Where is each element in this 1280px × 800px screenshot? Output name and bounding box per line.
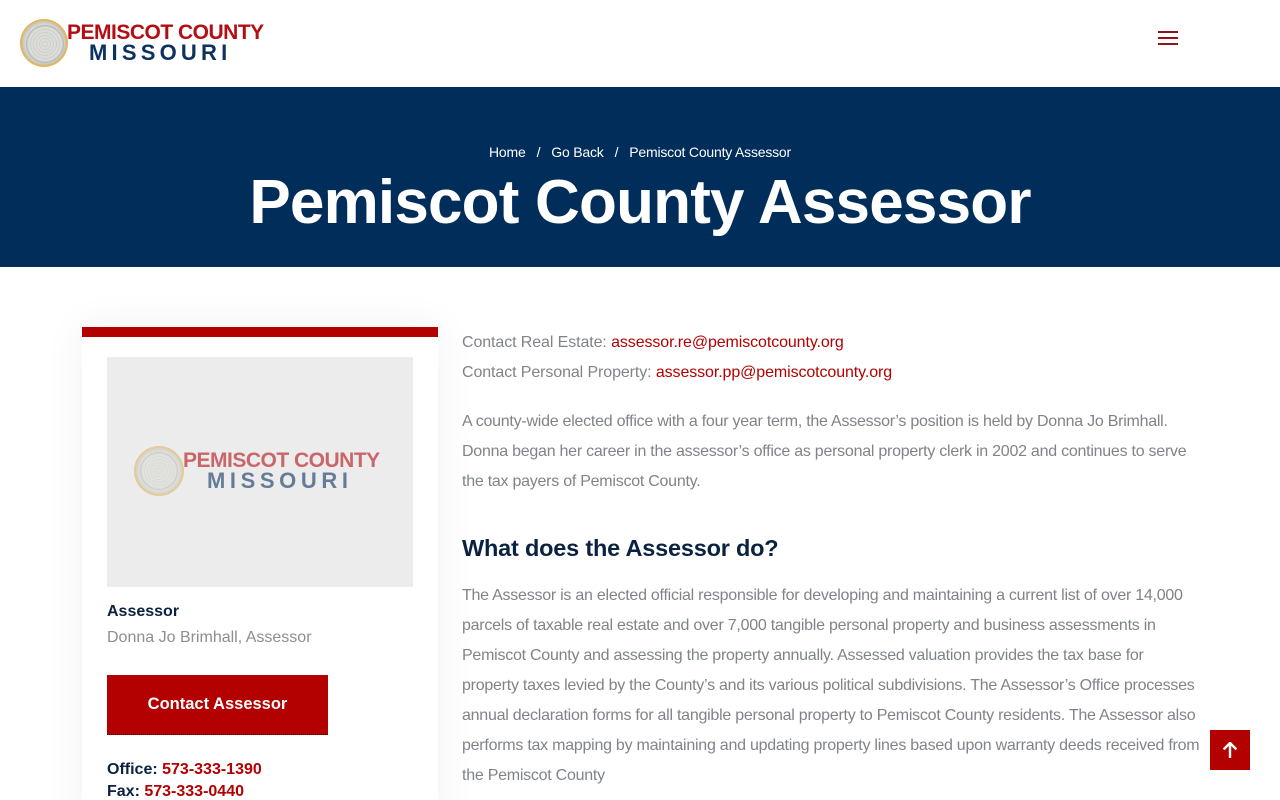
county-seal-icon <box>20 19 68 67</box>
breadcrumb-separator: / <box>536 144 541 160</box>
menu-bar <box>1158 37 1178 39</box>
breadcrumb-go-back[interactable]: Go Back <box>551 144 604 160</box>
placeholder-logo-line1: PEMISCOT COUNTY <box>183 449 380 472</box>
section-heading: What does the Assessor do? <box>462 535 779 561</box>
arrow-up-icon <box>1223 742 1237 758</box>
official-photo-placeholder <box>107 357 413 587</box>
page-title: Pemiscot County Assessor <box>249 168 1031 237</box>
fax-row <box>107 783 244 800</box>
real-estate-email-link[interactable]: assessor.re@pemiscotcounty.org <box>611 334 844 351</box>
breadcrumb-separator: / <box>614 144 619 160</box>
personal-property-email-link[interactable]: assessor.pp@pemiscotcounty.org <box>655 364 893 381</box>
office-phone-row <box>107 761 262 779</box>
intro-paragraph: A county-wide elected office with a four year term, the Assessor’s position is held by Donna Jo Brimhall. Donna began her career in the assessor’s office as personal property clerk in 2002 and continues to serve the tax payers of Pemiscot County. <box>462 413 1187 490</box>
logo-line1: PEMISCOT COUNTY <box>67 21 264 44</box>
scroll-to-top-button[interactable] <box>1210 730 1250 770</box>
contact-label: Contact Personal Property: <box>462 364 652 381</box>
card-accent-bar <box>82 327 438 337</box>
menu-bar <box>1158 31 1178 33</box>
breadcrumb-current: Pemiscot County Assessor <box>629 144 791 160</box>
placeholder-logo <box>134 446 380 496</box>
contact-real-estate <box>462 328 1202 358</box>
official-name: Donna Jo Brimhall, Assessor <box>107 629 312 646</box>
fax-phone-link[interactable]: 573-333-0440 <box>144 783 244 800</box>
menu-bar <box>1158 43 1178 45</box>
logo-text <box>67 22 264 64</box>
site-header <box>0 0 1280 87</box>
county-seal-icon <box>134 446 184 496</box>
hero-banner <box>0 87 1280 267</box>
main-content <box>462 328 1202 784</box>
logo-line2: MISSOURI <box>89 40 232 65</box>
placeholder-logo-line2: MISSOURI <box>207 468 353 493</box>
contact-label: Contact Real Estate: <box>462 334 607 351</box>
hamburger-menu-icon[interactable] <box>1152 24 1184 52</box>
office-label: Office: <box>107 761 158 778</box>
office-phone-link[interactable]: 573-333-1390 <box>162 761 262 778</box>
contact-personal-property <box>462 358 1202 388</box>
contact-assessor-button[interactable]: Contact Assessor <box>107 675 328 735</box>
duties-paragraph: The Assessor is an elected official responsible for developing and maintaining a current list of over 14,000 parcels of taxable real estate and over 7,000 tangible personal property and business assessments in Pemiscot County and assessing the property annually. Assessed valuation provides the tax base for property taxes levied by the County’s and its various political subdivisions. The Assessor’s Office processes annual declaration forms for all tangible personal property to Pemiscot County residents. The Assessor also performs tax mapping by maintaining and updating property lines based upon warranty deeds received from the Pemiscot County <box>462 587 1200 784</box>
breadcrumb <box>0 144 1280 160</box>
official-card <box>82 327 438 800</box>
fax-label: Fax: <box>107 783 140 800</box>
site-logo[interactable] <box>20 19 264 67</box>
breadcrumb-home[interactable]: Home <box>489 144 526 160</box>
placeholder-logo-text <box>183 450 380 492</box>
role-title: Assessor <box>107 603 180 620</box>
